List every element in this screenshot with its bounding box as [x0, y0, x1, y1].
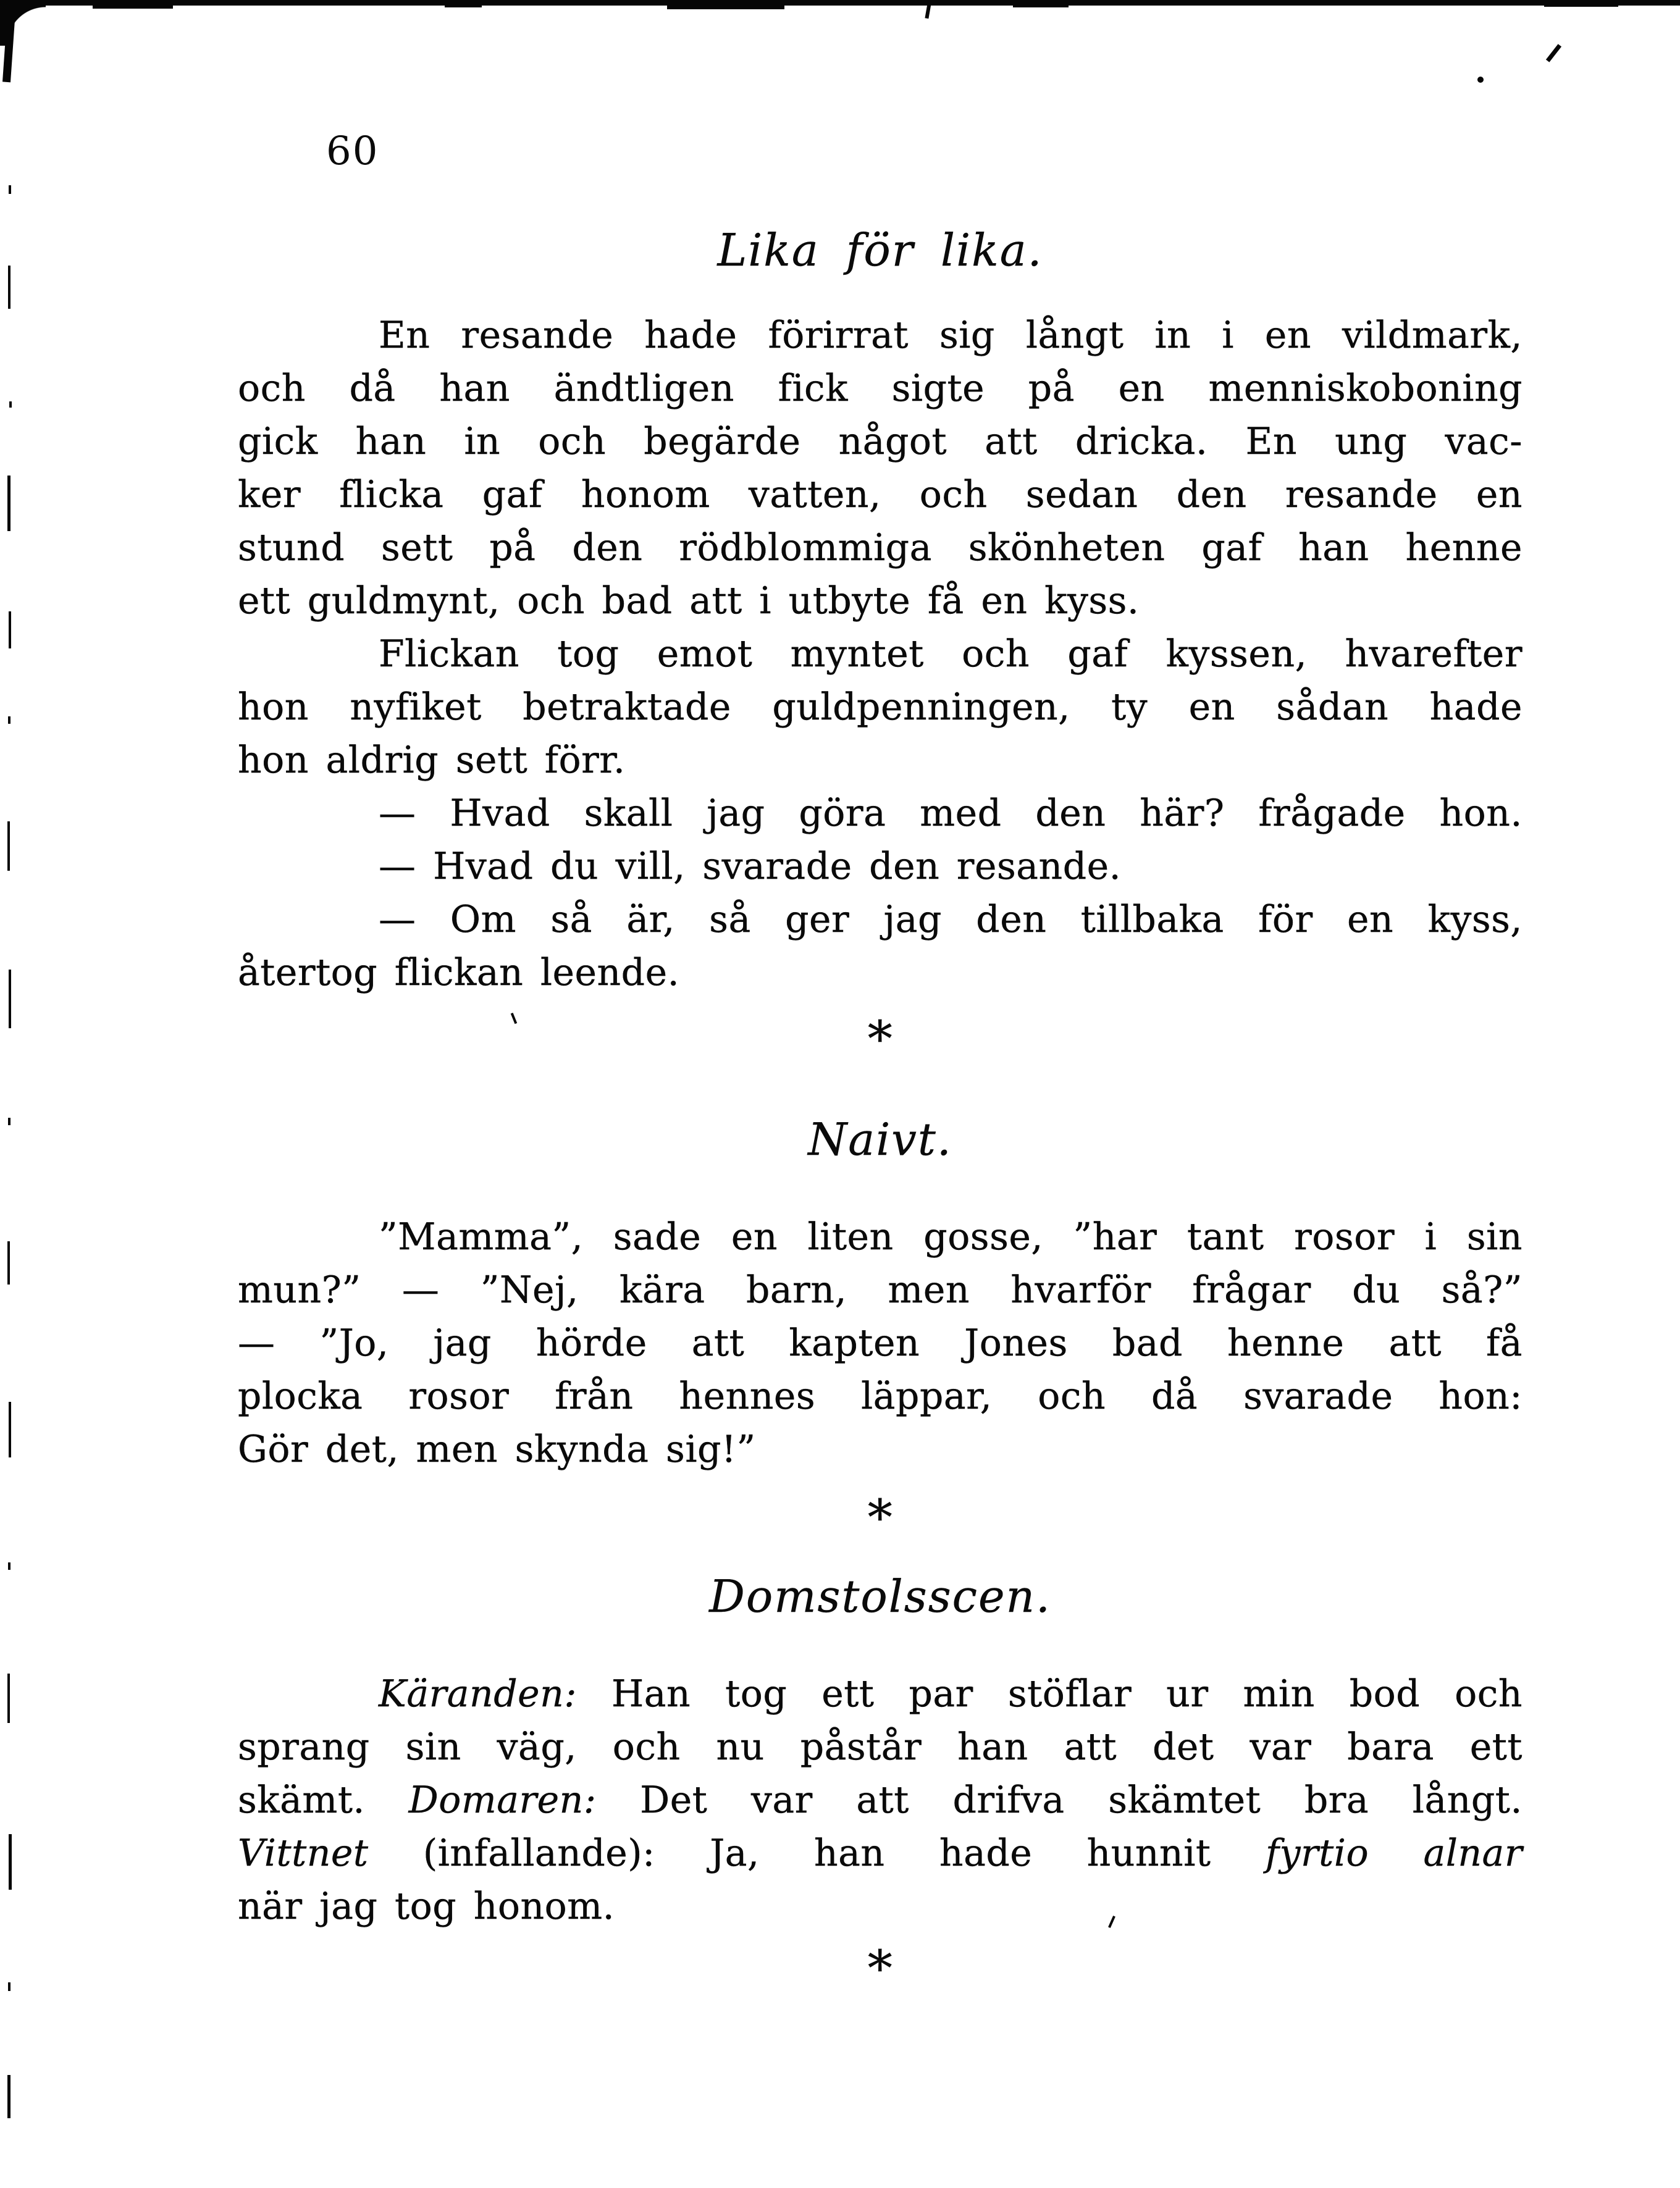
section-title: Naivt.	[808, 1113, 952, 1165]
section-separator-asterisk: *	[867, 1010, 893, 1068]
scan-edge-left	[8, 716, 10, 724]
scan-edge-left	[7, 1674, 10, 1723]
text-segment: stund sett på den rödblommiga skönheten gaf han henne	[238, 526, 1522, 569]
scan-edge-left	[9, 185, 11, 194]
text-line	[238, 1721, 1522, 1774]
scan-edge-left	[8, 1562, 10, 1570]
italic-text-segment: Vittnet	[238, 1832, 369, 1875]
ink-speck	[1477, 77, 1484, 83]
text-segment: ”Mamma”, sade en liten gosse, ”har tant rosor i sin	[379, 1215, 1522, 1259]
text-segment: (infallande): Ja, han hade hunnit	[368, 1832, 1266, 1875]
scan-edge-left	[7, 2075, 10, 2118]
text-segment: — Hvad du vill, svarade den resande.	[379, 845, 1122, 888]
text-segment: Flickan tog emot myntet och gaf kyssen, hvarefter	[379, 632, 1522, 676]
text-line	[238, 521, 1522, 574]
italic-text-segment: fyrtio alnar	[1265, 1832, 1523, 1875]
italic-text-segment: Domaren:	[408, 1779, 597, 1822]
scan-edge-left	[7, 476, 10, 531]
text-line	[238, 627, 1522, 681]
scan-artifact-mark	[1013, 0, 1069, 7]
text-segment: sprang sin väg, och nu påstår han att det var bara ett	[238, 1725, 1522, 1769]
scan-edge-left	[9, 1834, 12, 1890]
text-segment: Det var att drifva skämtet bra långt.	[596, 1779, 1522, 1822]
scan-artifact-mark	[667, 0, 784, 9]
text-segment: och då han ändtligen fick sigte på en menniskoboning	[238, 367, 1522, 410]
text-line	[238, 1370, 1522, 1423]
text-line	[238, 787, 1522, 840]
text-line	[238, 1317, 1522, 1370]
scan-edge-left	[7, 1241, 10, 1285]
story-section-2	[238, 1569, 1522, 1995]
text-line	[238, 840, 1522, 893]
text-line	[238, 1264, 1522, 1317]
text-line	[238, 574, 1522, 627]
text-segment: — Om så är, så ger jag den tillbaka för en kyss,	[379, 898, 1522, 941]
text-line	[238, 309, 1522, 362]
scan-edge-left	[9, 1402, 11, 1457]
text-line	[238, 468, 1522, 521]
text-segment: Gör det, men skynda sig!”	[238, 1428, 756, 1471]
text-segment: Han tog ett par stöflar ur min bod och	[576, 1672, 1522, 1716]
scan-edge-left	[8, 266, 10, 309]
text-line	[238, 1210, 1522, 1264]
text-line	[238, 1880, 1522, 1933]
text-line	[238, 1774, 1522, 1827]
scan-edge-top	[0, 0, 1680, 6]
text-line	[238, 1827, 1522, 1880]
text-segment: när jag tog honom.	[238, 1885, 615, 1928]
text-line	[238, 681, 1522, 734]
section-separator-asterisk: *	[867, 1940, 893, 1997]
text-segment: skämt.	[238, 1779, 409, 1822]
text-segment: hon nyfiket betraktade guldpenningen, ty en sådan hade	[238, 685, 1522, 729]
story-section-0	[238, 222, 1522, 1066]
text-segment: återtog flickan leende.	[238, 951, 680, 994]
scan-edge-left	[8, 1118, 10, 1125]
scan-edge-left	[7, 821, 10, 871]
text-segment: — ”Jo, jag hörde att kapten Jones bad henne att få	[238, 1322, 1522, 1365]
text-segment: — Hvad skall jag göra med den här? frågade hon.	[379, 792, 1522, 835]
scan-edge-left	[9, 611, 11, 648]
pen-stroke-mark	[1546, 44, 1561, 62]
scan-edge-left	[9, 401, 12, 408]
story-section-1	[238, 1112, 1522, 1545]
section-separator-asterisk: *	[867, 1489, 893, 1546]
scan-artifact-mark	[93, 0, 173, 9]
text-segment: hon aldrig sett förr.	[238, 739, 626, 782]
text-line	[238, 893, 1522, 946]
text-segment: plocka rosor från hennes läppar, och då svarade hon:	[238, 1375, 1522, 1418]
text-segment: ett guldmynt, och bad att i utbyte få en kyss.	[238, 579, 1140, 622]
text-line	[238, 415, 1522, 468]
section-title: Domstolsscen.	[709, 1570, 1051, 1622]
text-line	[238, 1667, 1522, 1721]
page-content	[238, 222, 1522, 1995]
scan-edge-left	[9, 970, 11, 1028]
text-segment: En resande hade förirrat sig långt in i en vildmark,	[379, 314, 1522, 357]
italic-text-segment: Käranden:	[379, 1672, 577, 1716]
text-line	[238, 362, 1522, 415]
text-line	[238, 946, 1522, 999]
text-line	[238, 734, 1522, 787]
page-number: 60	[326, 128, 379, 174]
text-segment: mun?” — ”Nej, kära barn, men hvarför frågar du så?”	[238, 1268, 1522, 1312]
scan-edge-left	[8, 1982, 10, 1991]
section-title: Lika för lika.	[717, 224, 1043, 276]
text-segment: ker flicka gaf honom vatten, och sedan den resande en	[238, 473, 1522, 516]
scan-artifact-mark	[1544, 0, 1618, 7]
text-segment: gick han in och begärde något att dricka. En ung vac-	[238, 420, 1522, 463]
scan-artifact-mark	[445, 0, 482, 7]
text-line	[238, 1423, 1522, 1476]
